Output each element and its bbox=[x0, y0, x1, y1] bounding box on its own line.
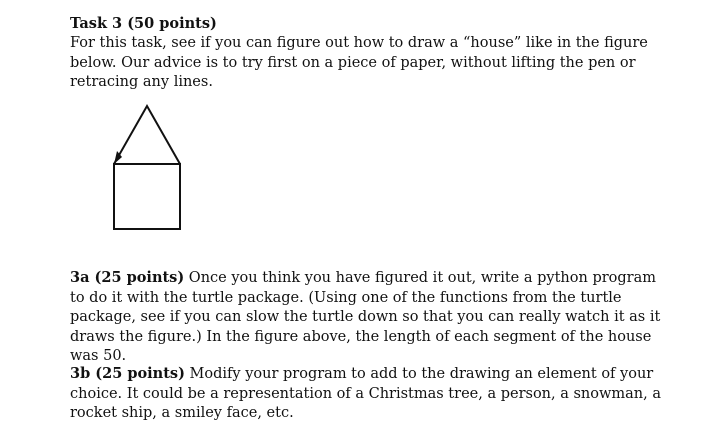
part-a-text: Once you think you have figured it out, write a python program to do it with the turtle package. (Using one of the functions from the turtle package, see if you can slow the turtle down so that you can really watch it as it draws the figure.) In the figure above, the length of each segment of the house was 50. bbox=[70, 270, 661, 364]
house-figure bbox=[108, 100, 188, 236]
task-intro: For this task, see if you can figure out how to draw a “house” like in the figure below. Our advice is to try first on a piece of paper, without lifting the pen or retracing any lines. bbox=[70, 35, 648, 90]
house-turtle-drawing-icon bbox=[108, 100, 188, 232]
part-b-label: 3b (25 points) bbox=[70, 365, 185, 382]
house-roof bbox=[114, 106, 180, 164]
house-square bbox=[114, 164, 180, 229]
part-b-paragraph bbox=[70, 364, 670, 424]
task-title: Task 3 (50 points) bbox=[70, 15, 217, 32]
part-b-text: Modify your program to add to the drawing an element of your choice. It could be a representation of a Christmas tree, a person, a snowman, a rocket ship, a smiley face, etc. bbox=[70, 366, 661, 421]
part-a-label: 3a (25 points) bbox=[70, 269, 185, 286]
part-b-section bbox=[70, 364, 670, 424]
task-section bbox=[70, 14, 670, 93]
part-a-paragraph bbox=[70, 268, 670, 367]
part-a-section bbox=[70, 268, 670, 367]
